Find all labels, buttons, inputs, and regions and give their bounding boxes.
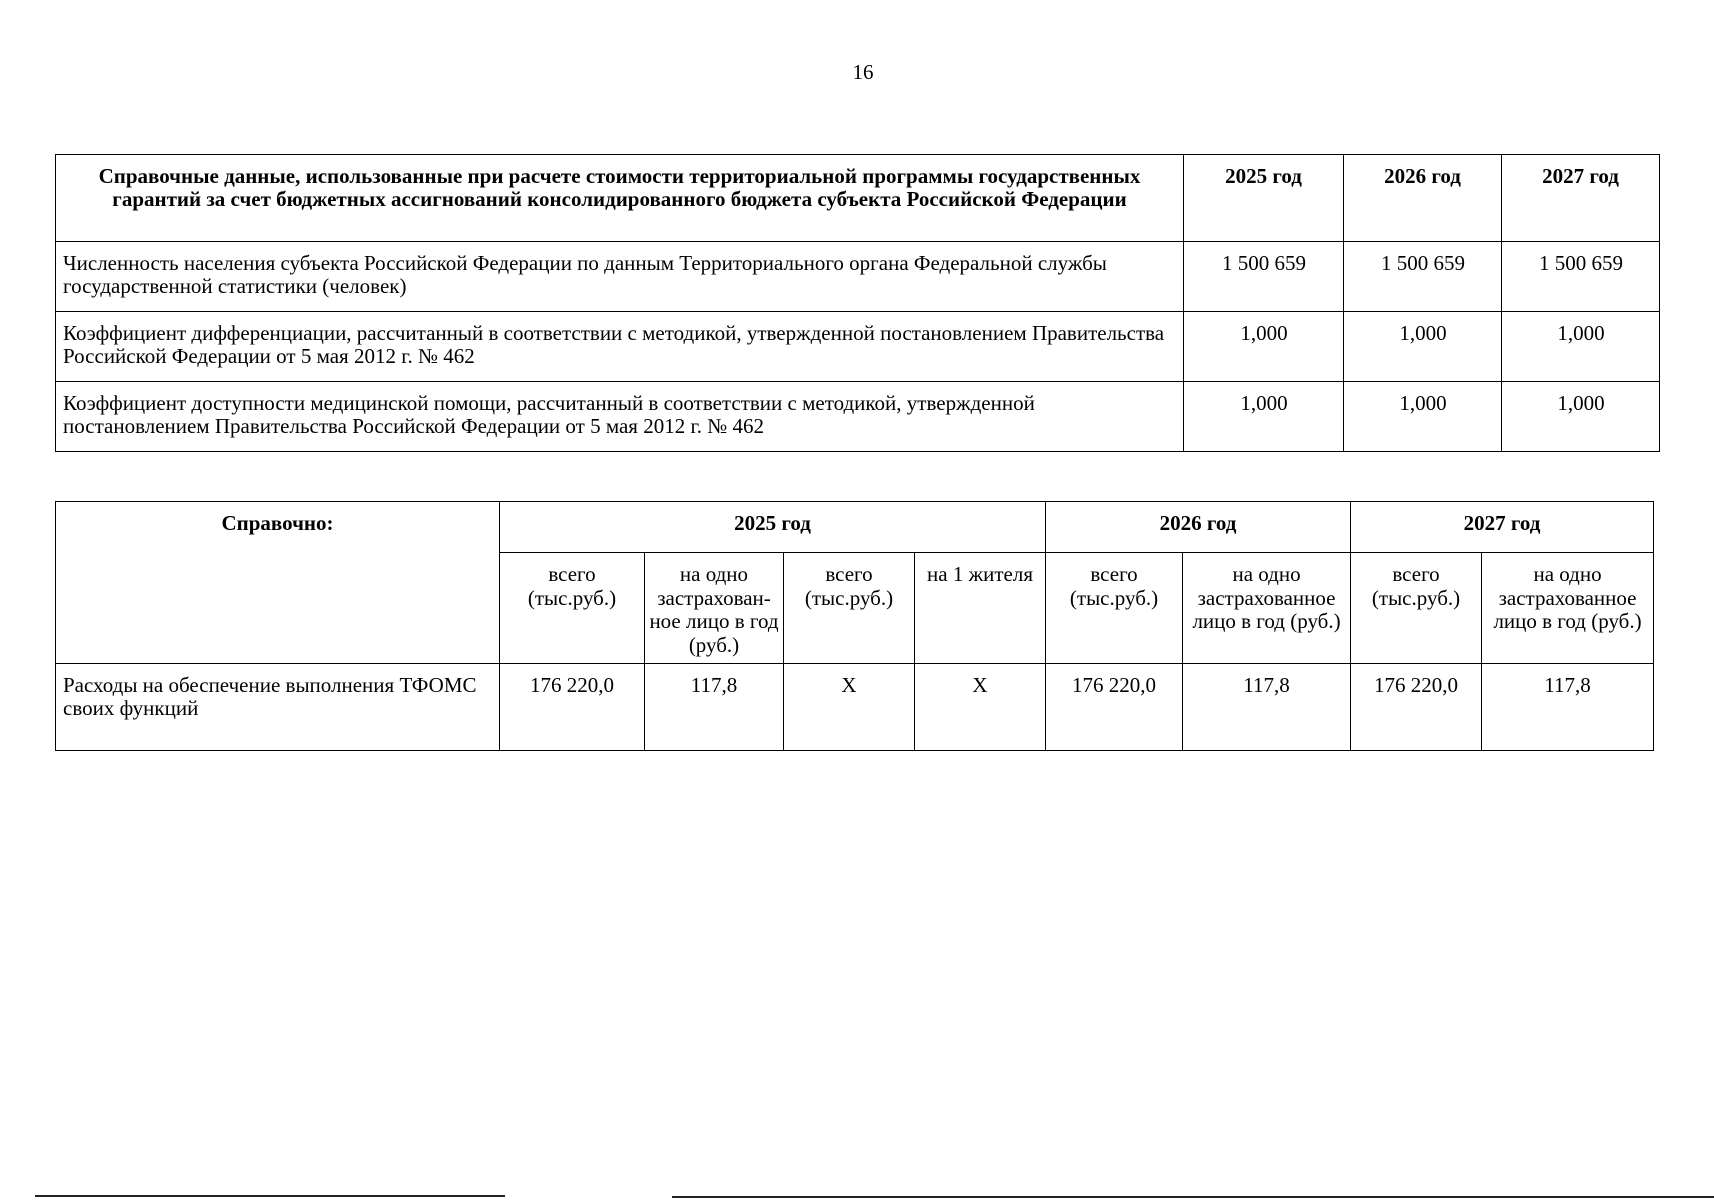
cell-value: 1 500 659 bbox=[1184, 242, 1344, 312]
cell-value: 176 220,0 bbox=[1351, 664, 1482, 751]
table-group-header-row bbox=[56, 502, 1654, 553]
row-label: Численность населения субъекта Российской Федерации по данным Территориального органа Федеральной службы государственной статистики (человек) bbox=[56, 242, 1184, 312]
cell-value: X bbox=[915, 664, 1046, 751]
year-header: 2025 год bbox=[1184, 155, 1344, 242]
year-header: 2026 год bbox=[1344, 155, 1502, 242]
scan-edge-line bbox=[672, 1196, 1714, 1198]
column-subheader: всего (тыс.руб.) bbox=[1351, 553, 1482, 664]
cell-value: 1,000 bbox=[1184, 312, 1344, 382]
cell-value: X bbox=[784, 664, 915, 751]
cell-value: 117,8 bbox=[645, 664, 784, 751]
column-subheader: на одно застрахованное лицо в год (руб.) bbox=[1482, 553, 1654, 664]
reference-data-table bbox=[55, 154, 1660, 452]
table-row bbox=[56, 312, 1660, 382]
table-header-row bbox=[56, 155, 1660, 242]
year-header: 2027 год bbox=[1502, 155, 1660, 242]
column-subheader: всего (тыс.руб.) bbox=[784, 553, 915, 664]
row-label: Расходы на обеспечение выполнения ТФОМС своих функций bbox=[56, 664, 500, 751]
cell-value: 1,000 bbox=[1502, 382, 1660, 452]
year-group-header: 2026 год bbox=[1046, 502, 1351, 553]
column-subheader: на 1 жителя bbox=[915, 553, 1046, 664]
row-label: Коэффициент доступности медицинской помощи, рассчитанный в соответствии с методикой, утвержденной постановлением Правительства Российской Федерации от 5 мая 2012 г. № 462 bbox=[56, 382, 1184, 452]
scan-edge-line bbox=[35, 1195, 505, 1197]
column-subheader: всего (тыс.руб.) bbox=[500, 553, 645, 664]
cell-value: 1,000 bbox=[1344, 382, 1502, 452]
table-row bbox=[56, 664, 1654, 751]
cell-value: 1 500 659 bbox=[1344, 242, 1502, 312]
table-row bbox=[56, 242, 1660, 312]
table-header-label: Справочно: bbox=[56, 502, 500, 664]
cell-value: 176 220,0 bbox=[500, 664, 645, 751]
cell-value: 1,000 bbox=[1344, 312, 1502, 382]
table-header-label: Справочные данные, использованные при расчете стоимости территориальной программы государственных гарантий за счет бюджетных ассигнований консолидированного бюджета субъекта Российской Федерации bbox=[56, 155, 1184, 242]
page-number: 16 bbox=[852, 60, 874, 84]
column-subheader: на одно застрахован- ное лицо в год (руб.) bbox=[645, 553, 784, 664]
cell-value: 176 220,0 bbox=[1046, 664, 1183, 751]
cell-value: 1,000 bbox=[1184, 382, 1344, 452]
row-label: Коэффициент дифференциации, рассчитанный в соответствии с методикой, утвержденной постановлением Правительства Российской Федерации от 5 мая 2012 г. № 462 bbox=[56, 312, 1184, 382]
column-subheader: всего (тыс.руб.) bbox=[1046, 553, 1183, 664]
column-subheader: на одно застрахованное лицо в год (руб.) bbox=[1183, 553, 1351, 664]
year-group-header: 2025 год bbox=[500, 502, 1046, 553]
cell-value: 1,000 bbox=[1502, 312, 1660, 382]
year-group-header: 2027 год bbox=[1351, 502, 1654, 553]
table-row bbox=[56, 382, 1660, 452]
tfoms-expenses-table bbox=[55, 501, 1654, 751]
cell-value: 1 500 659 bbox=[1502, 242, 1660, 312]
cell-value: 117,8 bbox=[1183, 664, 1351, 751]
cell-value: 117,8 bbox=[1482, 664, 1654, 751]
